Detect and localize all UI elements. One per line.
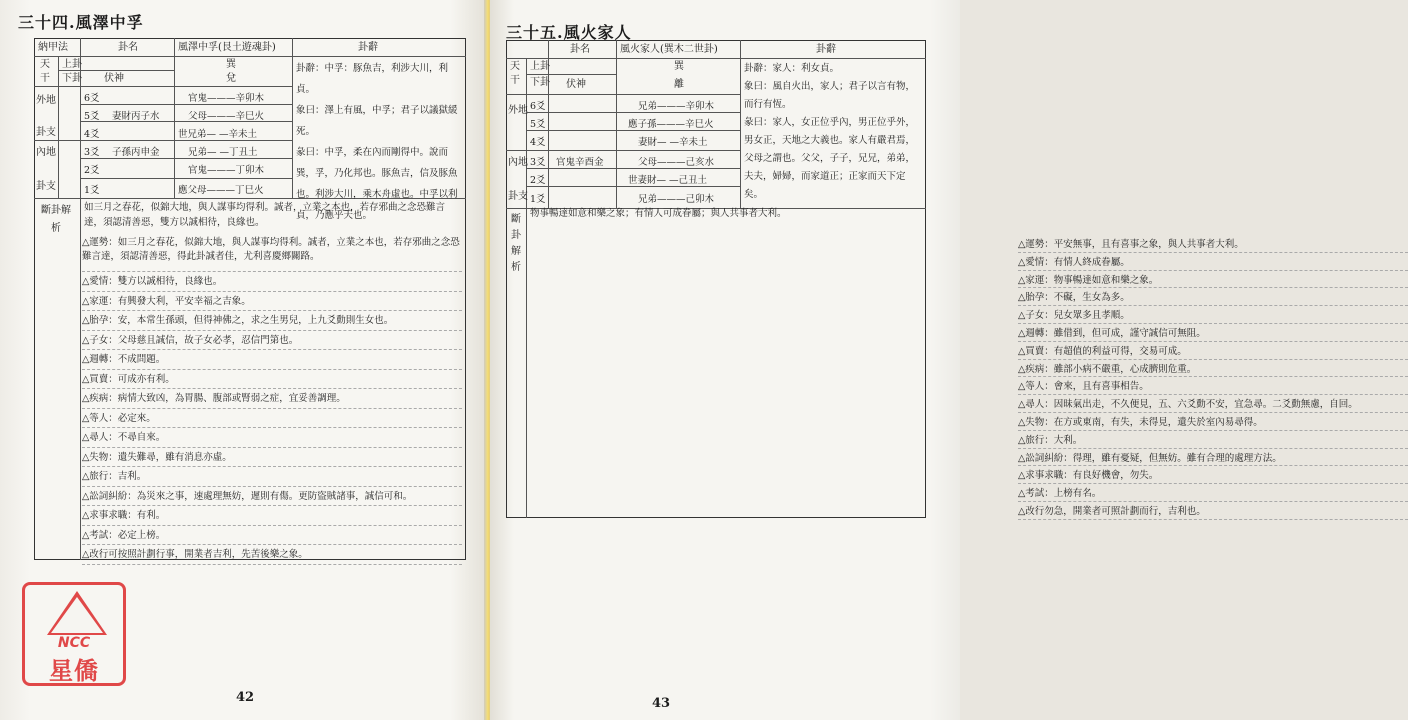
stamp-ncc-text: NCC <box>57 635 91 651</box>
header-guaname: 風火家人(巽木二世卦) <box>620 44 718 55</box>
analysis-item: △訟詞糾紛：為災來之事，速處理無妨，遲則有傷。更防盜賊諸事，誠信可和。 <box>82 490 413 502</box>
analysis-item: △考試：上榜有名。 <box>1018 488 1102 500</box>
intro-text: 如三月之春花，似錦大地，與人謀事均得利。誠者，立業之本也，若存邪曲之念恐難言達，須認清善惡，雙方以誠相待，良緣也。 <box>84 202 446 228</box>
yao-num: 5爻 <box>530 119 546 130</box>
fushen-value: 子孫丙申金 <box>112 147 160 158</box>
tian-gan-label: 天干 <box>510 61 520 86</box>
analysis-item: △訟詞糾紛：得理，雖有憂疑，但無妨。雖有合理的處理方法。 <box>1018 452 1282 464</box>
guaci-text: 卦辭：家人：利女貞。 象曰：風自火出，家人；君子以言有物，而行有恆。 彖曰：家人，女正位乎內，男正位乎外，男女正，天地之大義也。家人有嚴君焉，父母之謂也。父父，子子，兄兄，弟弟，夫夫，婦婦，而家道正；正家而天下定矣。 <box>744 63 916 200</box>
analysis-item: △胎孕：不礙，生女為多。 <box>1018 292 1130 304</box>
yao-num: 4爻 <box>530 137 546 148</box>
analysis-item: △愛情：雙方以誠相待，良緣也。 <box>82 276 223 287</box>
analysis-item: △胎孕：安，本常生孫頭，但得神佛之，求之生男兒，上九爻動則生女也。 <box>82 315 394 326</box>
analysis-item: △失物：在方或東南，有失，未得見，遺失於室內易尋得。 <box>1018 417 1263 428</box>
yao-num: 1爻 <box>530 194 546 205</box>
analysis-item: △旅行：吉利。 <box>82 471 147 482</box>
stamp-cn-text: 星僑 <box>49 656 99 685</box>
neidi-label: 內地 <box>36 147 56 158</box>
lower-label: 下卦 <box>530 77 550 88</box>
fushen-value: 官鬼辛酉金 <box>556 157 604 168</box>
yao-line: 世妻財— —己丑土 <box>628 175 708 186</box>
fushen-label: 伏神 <box>104 73 124 84</box>
yao-num: 2爻 <box>530 175 546 186</box>
header-guaming: 卦名 <box>118 42 138 53</box>
analysis-item: △考試：必定上榜。 <box>82 529 166 541</box>
analysis-item: △尋人：不尋自來。 <box>82 432 166 443</box>
waidi-label: 外地 <box>508 105 528 116</box>
fushen-value: 妻財丙子水 <box>112 111 160 122</box>
analysis-item: △求事求職：有利。 <box>82 510 166 521</box>
page-number: 43 <box>652 696 671 711</box>
yao-line: 兄弟———己卯木 <box>638 194 715 205</box>
analysis-item: △改行勿急，開業者可照計劃而行，吉利也。 <box>1018 506 1206 517</box>
yao-line: 應子孫———辛巳火 <box>628 119 714 130</box>
header-guaci: 卦辭 <box>358 42 378 53</box>
tian-gan-label: 天干 <box>40 59 50 84</box>
yao-num: 5爻 <box>84 111 100 122</box>
header-guaci: 卦辭 <box>816 44 836 55</box>
analysis-item: △週轉：不成問題。 <box>82 354 166 365</box>
analysis-item: △失物：遺失難尋，雖有消息亦虛。 <box>82 451 232 463</box>
page-title: 三十五.風火家人 <box>506 23 632 42</box>
yao-num: 3爻 <box>530 157 546 168</box>
right-page <box>490 0 1358 720</box>
upper-label: 上卦 <box>62 59 82 70</box>
analysis-item: △家運：物事暢達如意和樂之象。 <box>1018 274 1159 286</box>
guazhi-label: 卦支 <box>508 191 528 202</box>
lower-label: 下卦 <box>62 73 82 84</box>
analysis-item: △家運：有興發大利，平安幸福之吉象。 <box>82 295 251 307</box>
analysis-item: △疾病：雖部小病不嚴重，心成臍則危重。 <box>1018 363 1197 375</box>
yao-num: 2爻 <box>84 165 100 176</box>
analysis-item: △子女：父母慈且誠信，故子女必孝，忍信門第也。 <box>82 334 299 346</box>
yao-num: 6爻 <box>530 101 546 112</box>
ncc-stamp-logo <box>22 582 126 686</box>
fushen-label: 伏神 <box>566 79 586 90</box>
page-number: 42 <box>236 690 255 705</box>
intro-text: 物事暢達如意和樂之象；有情人可成眷屬；與人共事者大利。 <box>530 208 787 219</box>
guazhi-label-2: 卦支 <box>36 181 56 192</box>
analysis-item: △運勢：如三月之春花，似錦大地，與人謀事均得利。誠者，立業之本也，若存邪曲之念恐難言達，須認清善惡，得此卦誠者佳，尤利喜慶鄉關路。 <box>82 237 460 262</box>
yao-num: 6爻 <box>84 93 100 104</box>
neidi-label: 內地 <box>508 157 528 168</box>
header-guaming: 卦名 <box>570 44 590 55</box>
yao-line: 妻財— —辛未土 <box>638 137 708 148</box>
analysis-item: △尋人：因昧氣出走，不久便見，五、六爻動不安，宜急尋。二爻動無慮，自回。 <box>1018 399 1358 411</box>
duangua-label: 斷卦解析 <box>511 214 521 273</box>
guaci-text: 卦辭：中孚：豚魚吉，利涉大川，利貞。 象曰：澤上有風，中孚；君子以議獄緩死。 彖曰：中孚，柔在內而剛得中。說而巽，孚，乃化邦也。豚魚吉，信及豚魚也。利涉大川，乘木舟虛也。中孚以利貞，乃應乎天也。 <box>296 63 458 221</box>
analysis-item: △旅行：大利。 <box>1018 434 1083 446</box>
header-guaname: 風澤中孚(艮土遊魂卦) <box>178 42 276 53</box>
analysis-item: △等人：必定來。 <box>82 412 156 424</box>
analysis-item: △運勢：平安無事，且有喜事之象，與人共事者大利。 <box>1018 239 1244 250</box>
guazhi-label-1: 卦支 <box>36 127 56 138</box>
yao-line: 世兄弟— —辛未土 <box>178 129 258 140</box>
waidi-label: 外地 <box>36 95 56 106</box>
lower-gua: 離 <box>674 79 684 90</box>
yao-num: 1爻 <box>84 185 100 196</box>
analysis-item: △週轉：雖借到，但可成，謹守誠信可無阻。 <box>1018 328 1206 339</box>
yao-num: 3爻 <box>84 147 100 158</box>
left-page <box>0 0 486 720</box>
analysis-item: △改行可按照計劃行事，開業者吉利，先苦後樂之象。 <box>82 549 308 560</box>
analysis-item: △子女：兒女眾多且孝順。 <box>1018 310 1130 322</box>
upper-gua: 巽 <box>226 59 236 70</box>
analysis-item: △疾病：病情大致凶，為胃腸、腹部或腎弱之症，宜妥善調理。 <box>82 393 346 404</box>
upper-label: 上卦 <box>530 61 550 72</box>
lower-gua: 兌 <box>226 73 236 84</box>
yao-num: 4爻 <box>84 129 100 140</box>
yao-line: 官鬼———丁卯木 <box>188 165 265 176</box>
yao-line: 兄弟———辛卯木 <box>638 101 715 112</box>
page-title: 三十四.風澤中孚 <box>18 13 144 32</box>
yao-line: 應父母———丁巳火 <box>178 185 264 196</box>
analysis-item: △愛情：有情人終成眷屬。 <box>1018 256 1130 268</box>
upper-gua: 巽 <box>674 61 684 72</box>
analysis-item: △買賣：有超值的利益可得，交易可成。 <box>1018 345 1187 357</box>
yao-line: 官鬼———辛卯木 <box>188 93 265 104</box>
analysis-item: △求事求職：有良好機會，勿失。 <box>1018 470 1159 482</box>
analysis-item: △等人：會來，且有喜事相告。 <box>1018 381 1149 393</box>
yao-line: 父母———己亥水 <box>638 157 715 168</box>
analysis-item: △買賣：可成亦有利。 <box>82 373 175 385</box>
yao-line: 兄弟— —丁丑土 <box>188 147 258 158</box>
duangua-label: 斷卦解析 <box>41 205 71 234</box>
header-najia: 納甲法 <box>38 42 68 53</box>
yao-line: 父母———辛巳火 <box>188 111 265 122</box>
